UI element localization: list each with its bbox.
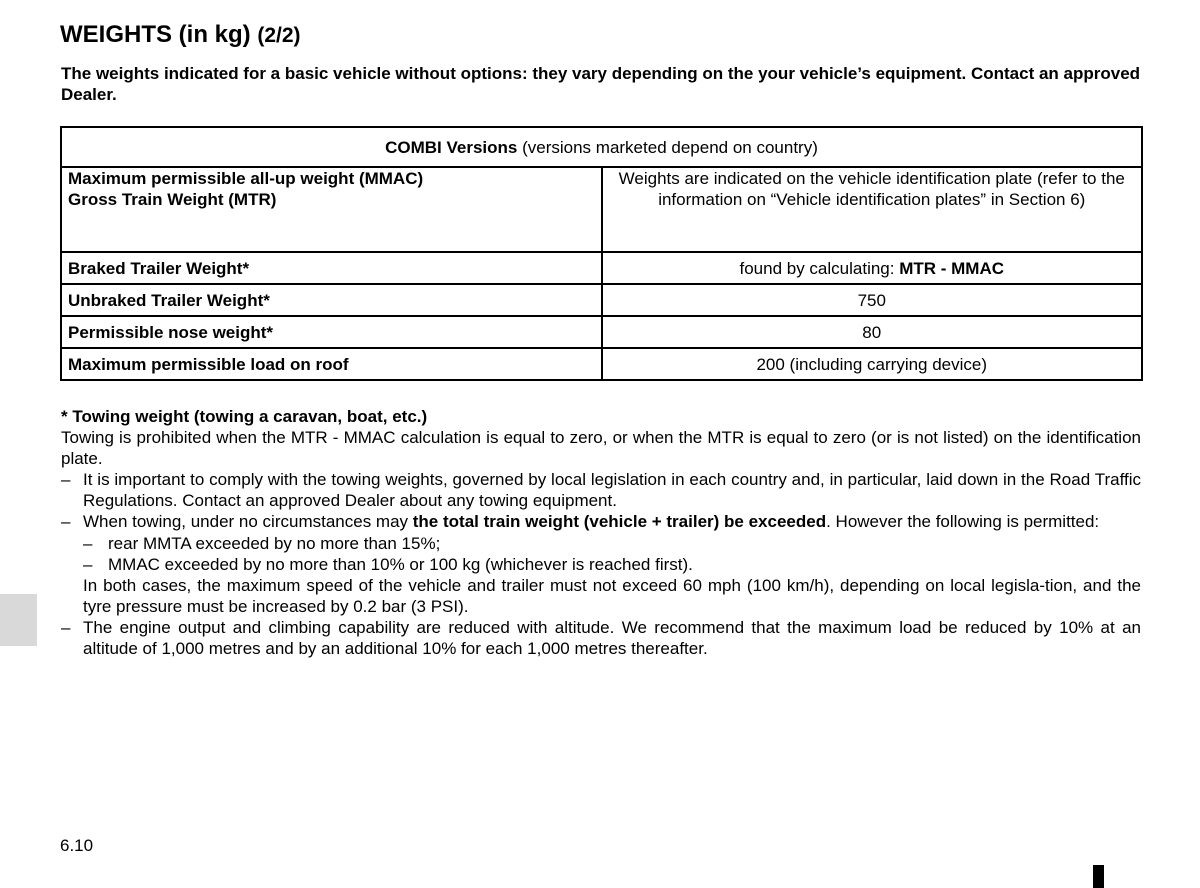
list-item	[61, 469, 1141, 511]
corner-mark	[1093, 865, 1104, 888]
notes-heading: * Towing weight (towing a caravan, boat, etc.)	[61, 407, 428, 426]
list-item-text: It is important to comply with the towing weights, governed by local legislation in each country and, in particular, laid down in the Road Traffic Regulations. Contact an approved Dealer about any towing equipment.	[83, 470, 1141, 511]
table-row	[61, 348, 1142, 380]
list-item	[61, 511, 1141, 532]
row-label: Unbraked Trailer Weight*	[61, 284, 602, 316]
sub-list-text: MMAC exceeded by no more than 10% or 100 kg (whichever is reached first).	[108, 554, 693, 574]
notes-paragraph: Towing is prohibited when the MTR - MMAC calculation is equal to zero, or when the MTR is equal to zero (or is not listed) on the identification plate.	[61, 428, 1141, 469]
page-title	[60, 19, 301, 52]
dash-marker: –	[61, 617, 71, 637]
dash-marker: –	[83, 554, 93, 574]
dash-marker: –	[83, 533, 93, 553]
section-tab-marker	[0, 594, 37, 646]
weights-table	[60, 126, 1143, 381]
row-label: Permissible nose weight*	[61, 316, 602, 348]
row-value	[602, 252, 1143, 284]
table-header-rest: (versions marketed depend on country)	[517, 137, 818, 157]
value-bold: MTR - MMAC	[899, 258, 1005, 278]
table-header	[61, 127, 1142, 167]
value-prefix: found by calculating:	[739, 258, 900, 278]
page-number: 6.10	[60, 836, 94, 855]
row-value: Weights are indicated on the vehicle identification plate (refer to the information on “Vehicle identification plates” in Section 6)	[602, 167, 1143, 252]
dash-marker: –	[61, 470, 71, 490]
intro-text: The weights indicated for a basic vehicle without options: they vary depending on the your vehicle’s equipment. Contact an approved Dealer.	[61, 64, 1141, 104]
row-label: Braked Trailer Weight*	[61, 252, 602, 284]
list-item	[61, 617, 1141, 659]
sub-list-item	[61, 554, 1141, 575]
both-cases-text: In both cases, the maximum speed of the vehicle and trailer must not exceed 60 mph (100 km/h), depending on local legisla-tion, and the tyre pressure must be increased by 0.2 bar (3 PSI).	[83, 575, 1141, 616]
row-label	[61, 167, 602, 252]
table-header-bold: COMBI Versions	[385, 137, 518, 157]
table-row	[61, 316, 1142, 348]
table-row	[61, 167, 1142, 252]
list-item-text: When towing, under no circumstances may	[83, 512, 413, 532]
row-value: 80	[602, 316, 1143, 348]
sub-list-item	[61, 533, 1141, 554]
title-main: WEIGHTS (in kg)	[60, 21, 251, 48]
sub-list-text: rear MMTA exceeded by no more than 15%;	[108, 533, 441, 553]
label-line: Gross Train Weight (MTR)	[68, 190, 277, 209]
towing-notes	[61, 406, 1141, 659]
row-value: 200 (including carrying device)	[602, 348, 1143, 380]
label-line: Maximum permissible all-up weight (MMAC)	[68, 169, 424, 188]
table-row	[61, 284, 1142, 316]
table-row	[61, 252, 1142, 284]
row-label: Maximum permissible load on roof	[61, 348, 602, 380]
row-value: 750	[602, 284, 1143, 316]
list-item-text: The engine output and climbing capability are reduced with altitude. We recommend that the maximum load be reduced by 10% at an altitude of 1,000 metres and by an additional 10% for each 1,000 metres thereafter.	[83, 617, 1141, 659]
dash-marker: –	[61, 512, 71, 532]
list-item-bold: the total train weight (vehicle + trailer) be exceeded	[412, 512, 827, 532]
title-suffix: (2/2)	[257, 24, 301, 47]
list-item-text: . However the following is permitted:	[826, 512, 1100, 532]
